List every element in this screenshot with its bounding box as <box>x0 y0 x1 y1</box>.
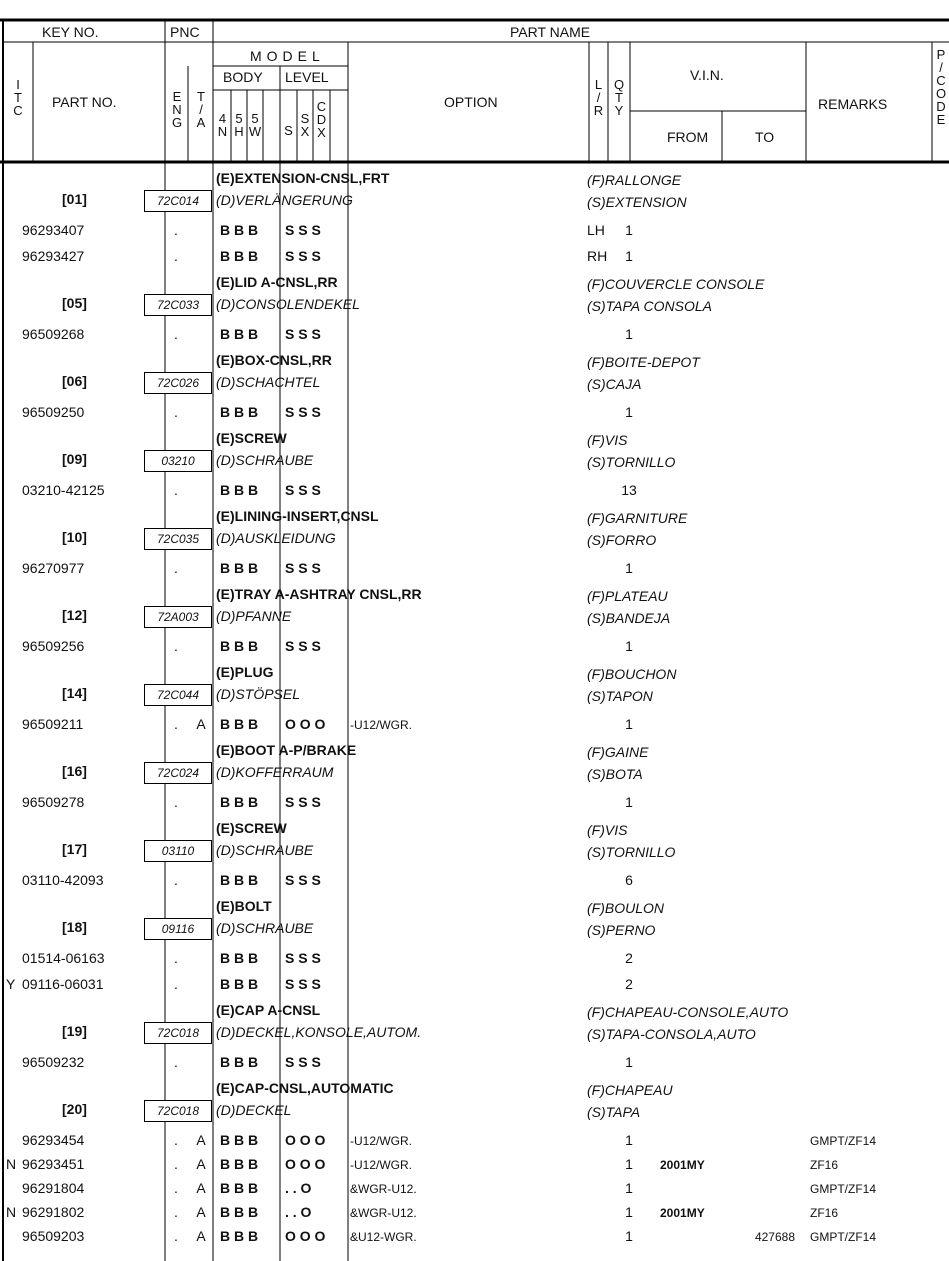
option-code: -U12/WGR. <box>350 718 413 732</box>
level-codes: O O O <box>285 1228 326 1244</box>
part-no: 96509268 <box>22 326 85 342</box>
name-fr: (F)CHAPEAU-CONSOLE,AUTO <box>587 1004 789 1020</box>
part-no: 03110-42093 <box>22 872 104 888</box>
remarks-value: GMPT/ZF14 <box>810 1182 877 1196</box>
itc-header: I T C <box>13 77 23 118</box>
level-codes: S S S <box>285 248 321 264</box>
eng-flag: . <box>174 638 178 654</box>
pnc-code: 72C018 <box>144 1100 212 1122</box>
level-codes: S S S <box>285 638 321 654</box>
body-codes: B B B <box>220 482 259 498</box>
body-codes: B B B <box>220 950 259 966</box>
name-de: (D)STÖPSEL <box>216 686 301 702</box>
qty-value: 13 <box>621 482 637 498</box>
eng-flag: . <box>174 1180 178 1196</box>
qty-value: 1 <box>625 1204 633 1220</box>
eng-flag: . <box>174 404 178 420</box>
option-header: OPTION <box>444 94 498 110</box>
name-de: (D)SCHACHTEL <box>216 374 321 390</box>
name-en: (E)SCREW <box>216 430 287 446</box>
name-es: (S)PERNO <box>587 922 656 938</box>
name-de: (D)VERLÄNGERUNG <box>216 192 353 208</box>
pnc-code: 72C026 <box>144 372 212 394</box>
pnc-code: 03110 <box>144 840 212 862</box>
qty-value: 1 <box>625 1132 633 1148</box>
key-no: [06] <box>62 373 87 389</box>
part-no: 96509232 <box>22 1054 85 1070</box>
option-code: &WGR-U12. <box>350 1206 417 1220</box>
body-codes: B B B <box>220 976 259 992</box>
body-codes: B B B <box>220 638 259 654</box>
option-code: &WGR-U12. <box>350 1182 417 1196</box>
level-header: LEVEL <box>285 69 329 85</box>
part-no: 96509278 <box>22 794 85 810</box>
name-de: (D)SCHRAUBE <box>216 920 314 936</box>
lr-value: RH <box>587 248 608 264</box>
level-codes: S S S <box>285 950 321 966</box>
level-codes: S S S <box>285 326 321 342</box>
remarks-header: REMARKS <box>818 96 888 112</box>
name-de: (D)CONSOLENDEKEL <box>216 296 360 312</box>
qty-value: 6 <box>625 872 633 888</box>
part-name-header: PART NAME <box>510 24 591 40</box>
key-no: [14] <box>62 685 87 701</box>
qty-value: 1 <box>625 560 633 576</box>
name-en: (E)BOLT <box>216 898 272 914</box>
qty-value: 1 <box>625 638 633 654</box>
level-codes: S S S <box>285 560 321 576</box>
name-es: (S)FORRO <box>587 532 657 548</box>
ta-flag: A <box>196 1180 206 1196</box>
name-es: (S)CAJA <box>587 376 642 392</box>
name-fr: (F)GARNITURE <box>587 510 688 526</box>
qty-value: 1 <box>625 794 633 810</box>
name-de: (D)AUSKLEIDUNG <box>216 530 336 546</box>
eng-flag: . <box>174 326 178 342</box>
option-code: &U12-WGR. <box>350 1230 417 1244</box>
name-fr: (F)COUVERCLE CONSOLE <box>587 276 765 292</box>
name-en: (E)LID A-CNSL,RR <box>216 274 338 290</box>
part-no: 03210-42125 <box>22 482 105 498</box>
key-no: [01] <box>62 191 87 207</box>
option-code: -U12/WGR. <box>350 1134 413 1148</box>
key-no: [05] <box>62 295 87 311</box>
eng-flag: . <box>174 482 178 498</box>
name-es: (S)TORNILLO <box>587 454 676 470</box>
name-es: (S)TAPA <box>587 1104 641 1120</box>
body-codes: B B B <box>220 560 259 576</box>
eng-header: E N G <box>171 89 183 130</box>
ta-flag: A <box>196 1228 206 1244</box>
name-es: (S)TAPON <box>587 688 653 704</box>
body-codes: B B B <box>220 326 259 342</box>
pnc-code: 72C035 <box>144 528 212 550</box>
vin-header: V.I.N. <box>690 67 724 83</box>
remarks-value: ZF16 <box>810 1206 839 1220</box>
body-5h-header: 5 H <box>234 111 244 139</box>
itc-flag: N <box>6 1204 17 1220</box>
remarks-value: ZF16 <box>810 1158 839 1172</box>
body-codes: B B B <box>220 716 259 732</box>
lr-value: LH <box>587 222 605 238</box>
part-no: 96293451 <box>22 1156 85 1172</box>
name-fr: (F)VIS <box>587 822 628 838</box>
name-en: (E)EXTENSION-CNSL,FRT <box>216 170 390 186</box>
name-en: (E)PLUG <box>216 664 274 680</box>
pnc-code: 72C014 <box>144 190 212 212</box>
qty-value: 1 <box>625 222 633 238</box>
level-codes: S S S <box>285 222 321 238</box>
part-no: 96293427 <box>22 248 85 264</box>
part-no: 96270977 <box>22 560 85 576</box>
qty-value: 1 <box>625 1054 633 1070</box>
qty-value: 1 <box>625 1180 633 1196</box>
qty-value: 1 <box>625 404 633 420</box>
qty-value: 1 <box>625 716 633 732</box>
key-no: [19] <box>62 1023 87 1039</box>
qty-value: 1 <box>625 1228 633 1244</box>
ta-flag: A <box>196 716 206 732</box>
qty-value: 2 <box>625 950 633 966</box>
key-no: [12] <box>62 607 87 623</box>
eng-flag: . <box>174 248 178 264</box>
level-cdx-header: C D X <box>316 99 327 140</box>
pnc-code: 72C044 <box>144 684 212 706</box>
eng-flag: . <box>174 716 178 732</box>
remarks-value: GMPT/ZF14 <box>810 1230 877 1244</box>
name-es: (S)TAPA CONSOLA <box>587 298 712 314</box>
pnc-code: 72C033 <box>144 294 212 316</box>
part-no: 96509211 <box>22 716 84 732</box>
part-no: 09116-06031 <box>22 976 104 992</box>
pnc-code: 72C024 <box>144 762 212 784</box>
part-no: 96509250 <box>22 404 85 420</box>
body-4n-header: 4 N <box>217 111 228 139</box>
level-codes: . . O <box>285 1204 312 1220</box>
name-en: (E)BOX-CNSL,RR <box>216 352 332 368</box>
pnc-header: PNC <box>170 24 200 40</box>
qty-value: 2 <box>625 976 633 992</box>
eng-flag: . <box>174 1156 178 1172</box>
level-s-header: S <box>284 123 293 138</box>
body-codes: B B B <box>220 1204 259 1220</box>
name-en: (E)CAP A-CNSL <box>216 1002 321 1018</box>
name-fr: (F)VIS <box>587 432 628 448</box>
key-no: [16] <box>62 763 87 779</box>
qty-value: 1 <box>625 326 633 342</box>
name-en: (E)LINING-INSERT,CNSL <box>216 508 379 524</box>
level-sx-header: S X <box>300 111 310 139</box>
qty-header: Q T Y <box>613 77 625 118</box>
ta-flag: A <box>196 1156 206 1172</box>
to-header: TO <box>755 129 775 145</box>
name-fr: (F)RALLONGE <box>587 172 682 188</box>
name-de: (D)DECKEL <box>216 1102 292 1118</box>
eng-flag: . <box>174 950 178 966</box>
key-no: [17] <box>62 841 87 857</box>
eng-flag: . <box>174 794 178 810</box>
body-codes: B B B <box>220 1132 259 1148</box>
part-no: 01514-06163 <box>22 950 105 966</box>
model-header: MODEL <box>250 48 325 64</box>
qty-value: 1 <box>625 248 633 264</box>
name-en: (E)SCREW <box>216 820 287 836</box>
key-no-header: KEY NO. <box>42 24 99 40</box>
body-codes: B B B <box>220 1156 259 1172</box>
part-no: 96509256 <box>22 638 85 654</box>
level-codes: S S S <box>285 872 321 888</box>
remarks-value: GMPT/ZF14 <box>810 1134 877 1148</box>
name-de: (D)DECKEL,KONSOLE,AUTOM. <box>216 1024 422 1040</box>
level-codes: O O O <box>285 1132 326 1148</box>
body-codes: B B B <box>220 1054 259 1070</box>
pnc-code: 72A003 <box>144 606 212 628</box>
name-en: (E)CAP-CNSL,AUTOMATIC <box>216 1080 394 1096</box>
level-codes: O O O <box>285 716 326 732</box>
eng-flag: . <box>174 976 178 992</box>
eng-flag: . <box>174 872 178 888</box>
body-codes: B B B <box>220 1180 259 1196</box>
ta-flag: A <box>196 1204 206 1220</box>
vin-to: 427688 <box>754 1230 795 1244</box>
name-fr: (F)BOULON <box>587 900 664 916</box>
level-codes: . . O <box>285 1180 312 1196</box>
level-codes: S S S <box>285 404 321 420</box>
part-no: 96291804 <box>22 1180 85 1196</box>
body-codes: B B B <box>220 872 259 888</box>
name-fr: (F)BOUCHON <box>587 666 677 682</box>
name-es: (S)TORNILLO <box>587 844 676 860</box>
key-no: [20] <box>62 1101 87 1117</box>
body-codes: B B B <box>220 1228 259 1244</box>
name-en: (E)BOOT A-P/BRAKE <box>216 742 357 758</box>
name-fr: (F)CHAPEAU <box>587 1082 673 1098</box>
name-fr: (F)PLATEAU <box>587 588 668 604</box>
level-codes: S S S <box>285 1054 321 1070</box>
key-no: [09] <box>62 451 87 467</box>
key-no: [10] <box>62 529 87 545</box>
part-no-header: PART NO. <box>52 94 117 110</box>
name-de: (D)PFANNE <box>216 608 292 624</box>
part-no: 96293454 <box>22 1132 85 1148</box>
name-de: (D)KOFFERRAUM <box>216 764 334 780</box>
pcode-header: P / C O D E <box>935 47 947 127</box>
eng-flag: . <box>174 1228 178 1244</box>
name-fr: (F)BOITE-DEPOT <box>587 354 700 370</box>
part-no: 96509203 <box>22 1228 85 1244</box>
lr-header: L / R <box>593 77 604 118</box>
name-de: (D)SCHRAUBE <box>216 842 314 858</box>
name-en: (E)TRAY A-ASHTRAY CNSL,RR <box>216 586 422 602</box>
level-codes: O O O <box>285 1156 326 1172</box>
eng-flag: . <box>174 1132 178 1148</box>
body-codes: B B B <box>220 248 259 264</box>
ta-header: T / A <box>196 89 206 130</box>
itc-flag: Y <box>6 976 16 992</box>
level-codes: S S S <box>285 976 321 992</box>
from-header: FROM <box>667 129 709 145</box>
body-codes: B B B <box>220 794 259 810</box>
eng-flag: . <box>174 1054 178 1070</box>
name-de: (D)SCHRAUBE <box>216 452 314 468</box>
level-codes: S S S <box>285 482 321 498</box>
vin-from: 2001MY <box>660 1206 705 1220</box>
name-es: (S)EXTENSION <box>587 194 687 210</box>
eng-flag: . <box>174 222 178 238</box>
key-no: [18] <box>62 919 87 935</box>
eng-flag: . <box>174 560 178 576</box>
name-es: (S)BANDEJA <box>587 610 671 626</box>
qty-value: 1 <box>625 1156 633 1172</box>
itc-flag: N <box>6 1156 17 1172</box>
name-fr: (F)GAINE <box>587 744 649 760</box>
part-no: 96293407 <box>22 222 85 238</box>
option-code: -U12/WGR. <box>350 1158 413 1172</box>
eng-flag: . <box>174 1204 178 1220</box>
ta-flag: A <box>196 1132 206 1148</box>
pnc-code: 72C018 <box>144 1022 212 1044</box>
body-codes: B B B <box>220 404 259 420</box>
level-codes: S S S <box>285 794 321 810</box>
body-codes: B B B <box>220 222 259 238</box>
vin-from: 2001MY <box>660 1158 705 1172</box>
body-5w-header: 5 W <box>248 111 262 139</box>
part-no: 96291802 <box>22 1204 85 1220</box>
pnc-code: 03210 <box>144 450 212 472</box>
pnc-code: 09116 <box>144 918 212 940</box>
body-header: BODY <box>223 69 263 85</box>
name-es: (S)BOTA <box>587 766 643 782</box>
name-es: (S)TAPA-CONSOLA,AUTO <box>587 1026 756 1042</box>
